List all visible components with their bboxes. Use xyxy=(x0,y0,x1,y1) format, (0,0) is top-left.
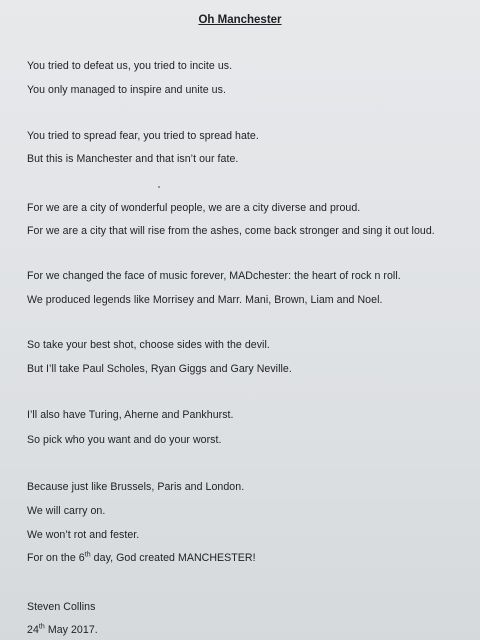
final-line-ordinal: th xyxy=(84,551,91,559)
final-line-start: For on the 6 xyxy=(27,552,85,564)
poem-line-2: You only managed to inspire and unite us. xyxy=(27,84,226,96)
poem-line-11: I’ll also have Turing, Aherne and Pankhurst. xyxy=(27,409,234,421)
poem-line-1: You tried to defeat us, you tried to incite us. xyxy=(27,60,233,72)
poem-line-9: So take your best shot, choose sides with the devil. xyxy=(27,339,270,351)
poem-line-15: We won’t rot and fester. xyxy=(27,529,140,541)
poem-line-10: But I’ll take Paul Scholes, Ryan Giggs and Gary Neville. xyxy=(27,363,292,375)
poem-line-6: For we are a city that will rise from the ashes, come back stronger and sing it out loud. xyxy=(27,225,435,237)
poem-line-8: We produced legends like Morrisey and Marr. Mani, Brown, Liam and Noel. xyxy=(27,294,383,306)
poem-final-line xyxy=(27,552,256,564)
poem-title: Oh Manchester xyxy=(198,14,282,26)
poem-line-5: For we are a city of wonderful people, we are a city diverse and proud. xyxy=(27,202,361,214)
paper-fleck xyxy=(158,186,160,188)
date-rest: May 2017. xyxy=(44,624,98,636)
poem-line-12: So pick who you want and do your worst. xyxy=(27,434,222,446)
poem-line-7: For we changed the face of music forever, MADchester: the heart of rock n roll. xyxy=(27,270,401,282)
poem-line-14: We will carry on. xyxy=(27,505,106,517)
date-ordinal: th xyxy=(38,623,45,631)
poem-line-3: You tried to spread fear, you tried to spread hate. xyxy=(27,130,259,142)
poem-date xyxy=(27,624,98,636)
date-day: 24 xyxy=(27,624,39,636)
final-line-end: day, God created MANCHESTER! xyxy=(90,552,256,564)
poem-line-4: But this is Manchester and that isn’t our fate. xyxy=(27,153,239,165)
author-name: Steven Collins xyxy=(27,601,96,613)
poem-line-13: Because just like Brussels, Paris and London. xyxy=(27,481,245,493)
